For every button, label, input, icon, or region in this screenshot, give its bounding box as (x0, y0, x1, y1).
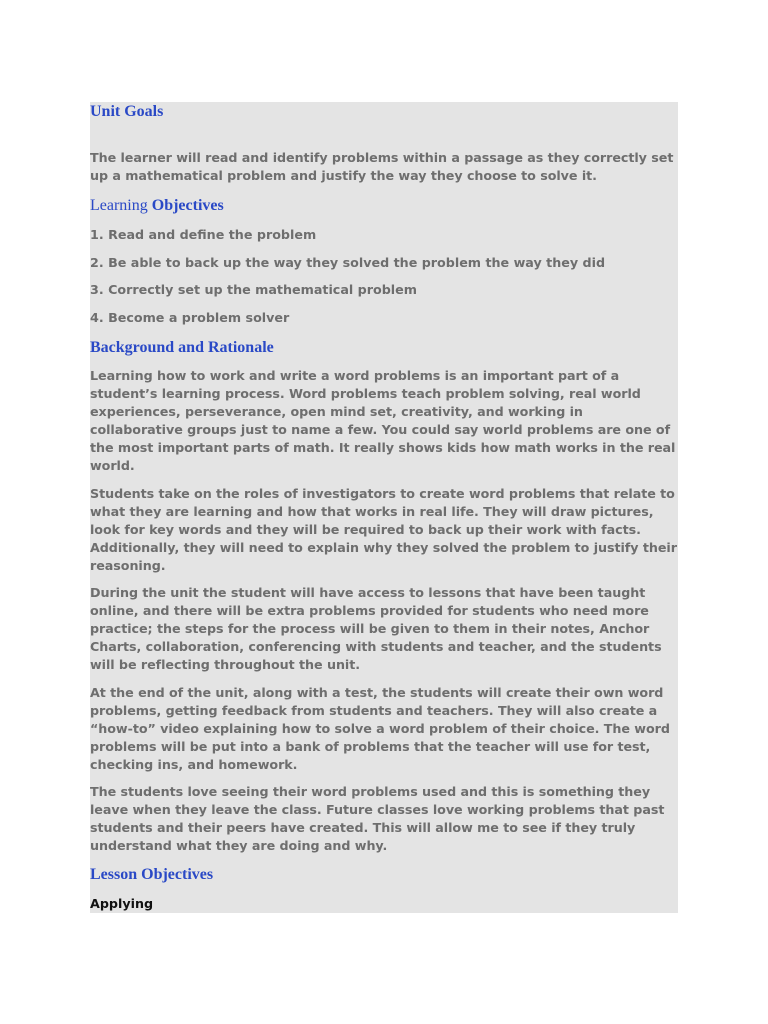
document-content (90, 102, 678, 913)
objective-item-2: 2. Be able to back up the way they solved the problem the way they did (90, 255, 606, 270)
unit-goals-text: The learner will read and identify problems within a passage as they correctly set up a mathematical problem and justify the way they choose to solve it. (90, 150, 674, 183)
heading-unit-goals: Unit Goals (90, 103, 164, 120)
objective-item-1: 1. Read and define the problem (90, 227, 317, 242)
heading-lesson-objectives: Lesson Objectives (90, 866, 214, 883)
background-paragraph-5: The students love seeing their word problems used and this is something they leave when they leave the class. Future classes love working problems that past students and their peers have created. This will allow me to see if they truly understand what they are doing and why. (90, 784, 665, 853)
background-paragraph-3: During the unit the student will have access to lessons that have been taught online, and there will be extra problems provided for students who need more practice; the steps for the process will be given to them in their notes, Anchor Charts, collaboration, conferencing with students and teacher, and the students will be reflecting throughout the unit. (90, 585, 662, 672)
background-paragraph-2: Students take on the roles of investigators to create word problems that relate to what they are learning and how that works in real life. They will draw pictures, look for key words and they will be required to back up their work with facts. Additionally, they will need to explain why they solved the problem to justify their reasoning. (90, 486, 677, 573)
background-paragraph-1: Learning how to work and write a word problems is an important part of a student’s learning process. Word problems teach problem solving, real world experiences, perseverance, open mind set, creativity, and working in collaborative groups just to name a few. You could say world problems are one of the most important parts of math. It really shows kids how math works in the real world. (90, 368, 676, 473)
objective-item-4: 4. Become a problem solver (90, 310, 290, 325)
heading-background-rationale: Background and Rationale (90, 339, 274, 356)
objective-item-3: 3. Correctly set up the mathematical problem (90, 282, 417, 297)
heading-learning-objectives: Learning Objectives (90, 197, 224, 214)
background-paragraph-4: At the end of the unit, along with a test, the students will create their own word problems, getting feedback from students and teachers. They will also create a “how-to” video explaining how to solve a word problem of their choice. The word problems will be put into a bank of problems that the teacher will use for test, checking ins, and homework. (90, 685, 670, 772)
lesson-objective-applying: Applying (90, 896, 154, 911)
